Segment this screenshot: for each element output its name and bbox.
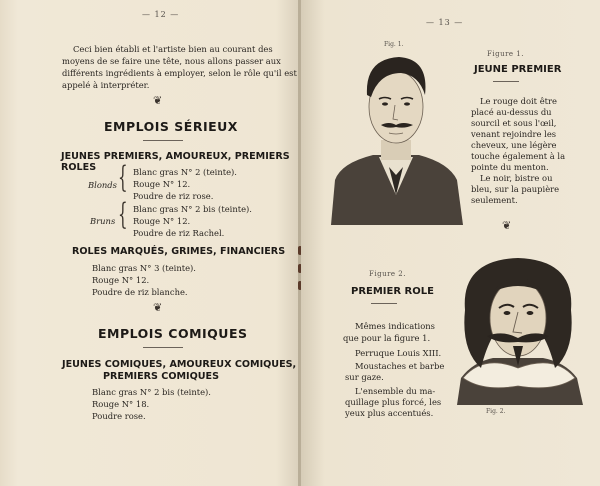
figure-label: Figure 2. [369, 270, 406, 278]
page-number: — 13 — [426, 18, 464, 27]
brace-icon: { [118, 160, 128, 195]
portrait-cavalier [443, 250, 593, 405]
intro-line: moyens de se faire une tête, nous allons passer aux [62, 56, 281, 66]
intro-line: appelé à interpréter. [62, 80, 150, 90]
ornament-icon: ❦ [502, 219, 512, 232]
figure-title: PREMIER ROLE [351, 286, 434, 297]
figure-text: yeux plus accentués. [345, 408, 434, 418]
figure-text: bleu, sur la paupière [471, 184, 560, 194]
figure-text: sourcil et sous l'œil, [471, 118, 557, 128]
list-item: Blanc gras N° 2 bis (teinte). [133, 204, 252, 214]
subsection-title: ROLES MARQUÉS, GRIMES, FINANCIERS [72, 246, 286, 257]
figure-text: placé au-dessus du [471, 107, 552, 117]
intro-line: différents ingrédients à employer, selon le rôle qu'il est [62, 68, 297, 78]
list-item: Poudre de riz blanche. [92, 287, 188, 297]
portrait-young-man [321, 45, 471, 225]
list-item: Rouge N° 12. [133, 179, 191, 189]
list-item: Poudre de riz rose. [133, 191, 214, 201]
list-item: Blanc gras N° 2 (teinte). [133, 167, 237, 177]
intro-line: Ceci bien établi et l'artiste bien au courant des [73, 44, 273, 54]
blonds-label: Blonds [88, 180, 117, 190]
figure-text: Mêmes indications [355, 321, 435, 331]
ornament-icon: ❦ [153, 301, 163, 314]
figure-text: cheveux, une légère [471, 140, 557, 150]
figure-text: sur gaze. [345, 372, 384, 382]
figure-label: Figure 1. [487, 50, 524, 58]
list-item: Blanc gras N° 3 (teinte). [92, 263, 196, 273]
divider [371, 303, 397, 304]
list-item: Rouge N° 12. [133, 216, 191, 226]
bruns-label: Bruns [90, 216, 116, 226]
figure-text: pointe du menton. [471, 162, 549, 172]
divider [143, 140, 183, 141]
section-title-serious: EMPLOIS SÉRIEUX [104, 119, 238, 134]
figure-text: venant rejoindre les [471, 129, 557, 139]
figure-caption: Fig. 2. [486, 408, 506, 415]
section-title-comic: EMPLOIS COMIQUES [98, 326, 248, 341]
list-item: Blanc gras N° 2 bis (teinte). [92, 387, 211, 397]
subsection-title: JEUNES PREMIERS, AMOUREUX, PREMIERS ROLES [61, 151, 290, 173]
figure-text: Le rouge doit être [480, 96, 557, 106]
subsection-title: PREMIERS COMIQUES [103, 371, 220, 382]
list-item: Poudre de riz Rachel. [133, 228, 225, 238]
figure-text: Moustaches et barbe [355, 361, 445, 371]
figure-title: JEUNE PREMIER [474, 64, 562, 75]
figure-text: Perruque Louis XIII. [355, 348, 442, 358]
page-number: — 12 — [142, 10, 180, 19]
figure-caption: Fig. 1. [384, 41, 404, 48]
divider [493, 81, 519, 82]
figure-text: quillage plus forcé, les [345, 397, 442, 407]
divider [143, 347, 183, 348]
subsection-title: JEUNES COMIQUES, AMOUREUX COMIQUES, [62, 359, 297, 370]
list-item: Rouge N° 18. [92, 399, 150, 409]
brace-icon: { [118, 197, 128, 232]
right-page [301, 0, 600, 486]
figure-text: seulement. [471, 195, 518, 205]
list-item: Poudre rose. [92, 411, 146, 421]
figure-text: touche également à la [471, 151, 566, 161]
ornament-icon: ❦ [153, 94, 163, 107]
figure-text: L'ensemble du ma- [355, 386, 436, 396]
figure-text: Le noir, bistre ou [480, 173, 553, 183]
figure-text: que pour la figure 1. [343, 333, 431, 343]
list-item: Rouge N° 12. [92, 275, 150, 285]
